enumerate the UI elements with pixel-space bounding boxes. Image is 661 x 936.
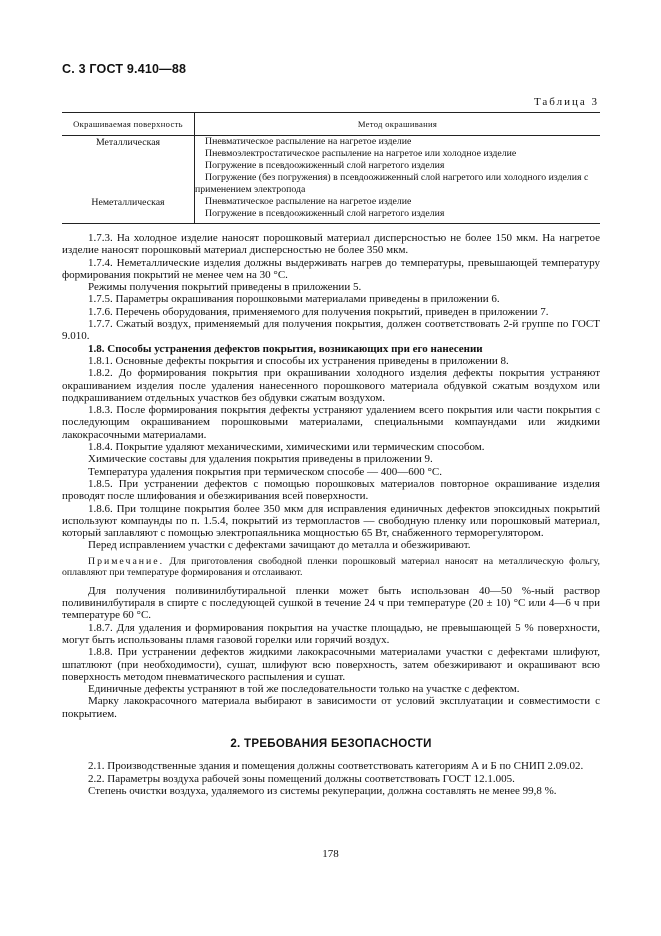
table-header-method: Метод окрашивания <box>195 113 601 136</box>
paragraph: 1.8.1. Основные дефекты покрытия и способы их устранения приведены в приложении 8. <box>88 354 509 367</box>
note-label: Примечание. <box>88 555 165 567</box>
paragraph: Для получения поливинилбутиральной пленки может быть использован 40—50 %-ный раствор поливинилбутираля в спирте с последующей сушкой в течение 24 ч при температуре (20 ± 10) °С или 4—6 ч при температуре 60 °С. <box>62 584 600 622</box>
paragraph: 1.7.3. На холодное изделие наносят порошковый материал дисперсностью не более 150 мкм. На нагретое изделие наносят порошковый материал дисперсностью не более 350 мкм. <box>62 232 600 257</box>
paragraph: 1.8.5. При устранении дефектов с помощью порошковых материалов повторное окрашивание изделия проводят после шлифования и обезжиривания всей поверхности. <box>62 477 600 503</box>
paragraph: 1.7.6. Перечень оборудования, применяемого для получения покрытий, приведен в приложении 7. <box>88 305 549 318</box>
method-item: Погружение (без погружения) в псевдоожиженный слой нагретого или холодного изделия с применением электропода <box>195 172 589 195</box>
table-cell-metal-methods <box>195 136 601 197</box>
paragraph: 1.7.7. Сжатый воздух, применяемый для получения покрытия, должен соответствовать 2-й группе по ГОСТ 9.010. <box>62 318 600 343</box>
paragraph: 1.8.6. При толщине покрытия более 350 мкм для исправления единичных дефектов эпоксидных покрытий используют компаунды по п. 1.5.4, покрытий из термопластов — свободную пленку или порошковый материал, который заплавляют с помощью электропаяльника мощностью 65 Вт, снабженного терморегулятором. <box>62 502 600 540</box>
paragraph: Температура удаления покрытия при термическом способе — 400—600 °С. <box>88 465 443 478</box>
paragraph: Степень очистки воздуха, удаляемого из системы рекуперации, должна составлять не менее 99,8 %. <box>88 784 557 797</box>
paragraph: 1.8.8. При устранении дефектов жидкими лакокрасочными материалами участки с дефектами шлифуют, шпатлюют (при необходимости), сушат, шлифуют всю поверхность, затем обезжиривают и окрашивают всю поверхность методом пневматического распыления и сушат. <box>62 646 600 683</box>
paragraph: 1.7.5. Параметры окрашивания порошковыми материалами приведены в приложении 6. <box>88 293 500 306</box>
table-header-surface: Окрашиваемая поверхность <box>62 113 195 136</box>
body-text <box>62 232 600 797</box>
paragraph: 1.8.2. До формирования покрытия при окрашивании холодного изделия дефекты покрытия устраняют окрашиванием изделия после удаления нанесенного порошкового материала обдувкой сжатым воздухом или подкрашиванием отдельных участков без обдувки сжатым воздухом. <box>62 367 600 404</box>
paragraph: Марку лакокрасочного материала выбирают в зависимости от условий эксплуатации и совместимости с покрытием. <box>62 695 600 720</box>
method-item: Пневматическое распыление на нагретое изделие <box>205 196 412 207</box>
note-text: Для приготовления свободной пленки порошковый материал наносят на металлическую фольгу, оплавляют при температуре формирования и отслаивают. <box>62 555 600 579</box>
paragraph: 1.8.7. Для удаления и формирования покрытия на участке площадью, не превышающей 5 % поверхности, могут быть использованы пламя газовой горелки или горячий воздух. <box>62 621 600 646</box>
method-item: Погружение в псевдоожиженный слой нагретого изделия <box>205 160 445 171</box>
method-item: Пневматическое распыление на нагретое изделие <box>205 136 412 147</box>
paragraph: Химические составы для удаления покрытия приведены в приложении 9. <box>88 453 433 466</box>
paragraph: Единичные дефекты устраняют в той же последовательности только на участке с дефектом. <box>88 683 520 696</box>
paragraph: 1.7.4. Неметаллические изделия должны выдерживать нагрев до температуры, превышающей температуру формирования покрытий не менее чем на 30 °С. <box>62 256 600 281</box>
table-cell-nonmetal-methods <box>195 196 601 224</box>
paragraph: 2.1. Производственные здания и помещения должны соответствовать категориям А и Б по СНИП 2.09.02. <box>88 760 584 773</box>
paragraph: 2.2. Параметры воздуха рабочей зоны помещений должны соответствовать ГОСТ 12.1.005. <box>88 772 515 785</box>
table-caption: Таблица 3 <box>533 96 599 108</box>
paragraph: 1.8.4. Покрытие удаляют механическими, химическими или термическим способом. <box>88 441 485 454</box>
table-cell-nonmetal: Неметаллическая <box>62 196 195 224</box>
paragraph: 1.8.3. После формирования покрытия дефекты устраняют удалением всего покрытия или части покрытия с последующим окрашиванием порошковыми материалами, специальными компаундами или жидкими лакокрасочными материалами. <box>62 404 600 441</box>
paragraph: Перед исправлением участки с дефектами зачищают до металла и обезжиривают. <box>88 539 471 552</box>
note <box>62 556 600 579</box>
table-3 <box>62 112 600 224</box>
method-item: Пневмоэлектростатическое распыление на нагретое или холодное изделие <box>205 148 517 159</box>
method-item: Погружение в псевдоожиженный слой нагретого изделия <box>205 208 445 219</box>
section-title: 2. ТРЕБОВАНИЯ БЕЗОПАСНОСТИ <box>230 737 432 750</box>
page-number: 178 <box>322 848 339 860</box>
subsection-heading: 1.8. Способы устранения дефектов покрытия, возникающих при его нанесении <box>88 342 483 355</box>
page-header: С. 3 ГОСТ 9.410—88 <box>62 62 187 76</box>
table-cell-metal: Металлическая <box>62 136 195 197</box>
paragraph: Режимы получения покрытий приведены в приложении 5. <box>88 281 362 294</box>
